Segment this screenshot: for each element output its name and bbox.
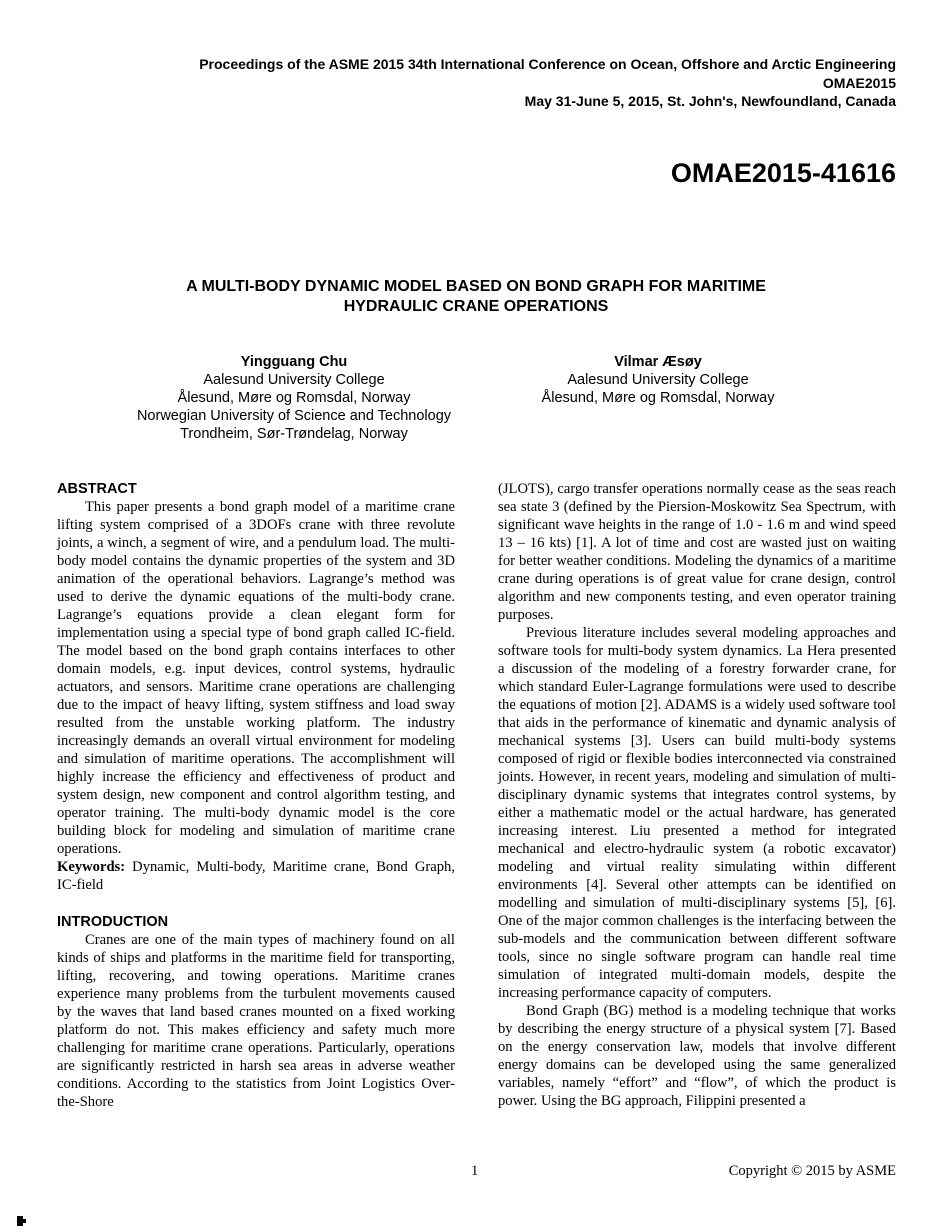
paper-number: OMAE2015-41616 — [670, 158, 896, 188]
introduction-paragraph: Bond Graph (BG) method is a modeling technique that works by describing the energy structure of a physical system [7]. Based on the energy conservation law, models that involve different energy domains can be developed using the same generalized variables, namely “effort” and “flow”, of which the product is power. Using the BG approach, Filippini presented a — [498, 1003, 896, 1109]
conference-header — [56, 55, 896, 111]
right-column — [498, 480, 896, 1110]
author-name: Yingguang Chu — [240, 354, 348, 370]
abstract-text: This paper presents a bond graph model of a maritime crane lifting system comprised of a 3DOFs crane with three revolute joints, a winch, a segment of wire, and a pendulum load. The multi-body model contains the dynamic properties of the system and 3D animation of the operational behaviors. Lagrange’s method was used to derive the dynamic equations of the multi-body crane. Lagrange’s equations provide a clean elegant form for implementation using a special type of bond graph called IC-field. The model based on the bond graph contains interfaces to other domain models, e.g. input devices, control systems, hydraulic actuators, and sensors. Maritime crane operations are challenging due to the impact of heavy lifting, system stiffness and load sway resulted from the unstable working platform. The industry increasingly demands an overall virtual environment for modeling and simulation of maritime operations. The accomplishment will highly increase the efficiency and effectiveness of product and system design, new component and control algorithm testing, and operator training. The multi-body dynamic model is the core building block for modeling and simulation of maritime crane operations. — [57, 499, 455, 857]
author-affiliation: Aalesund University College — [567, 372, 749, 388]
corner-mark-icon — [17, 1216, 26, 1226]
author-affiliation: Ålesund, Møre og Romsdal, Norway — [541, 390, 775, 406]
copyright-notice: Copyright © 2015 by ASME — [728, 1163, 896, 1179]
introduction-paragraph-continued: (JLOTS), cargo transfer operations normally cease as the seas reach sea state 3 (defined by the Piersion-Moskowitz Sea Spectrum, with significant wave heights in the range of 1.0 - 1.6 m and wind speed 13 – 16 kts) [1]. A lot of time and cost are wasted just on waiting for better weather conditions. Modeling the dynamics of a maritime crane during operations is of great value for crane design, control algorithm and new components testing, and even operator training purposes. — [498, 481, 896, 623]
author-affiliation: Trondheim, Sør-Trøndelag, Norway — [180, 426, 408, 442]
title-line-2: HYDRAULIC CRANE OPERATIONS — [343, 298, 609, 315]
author-affiliation: Norwegian University of Science and Technology — [136, 408, 452, 424]
keywords — [57, 858, 455, 894]
author-name: Vilmar Æsøy — [614, 354, 702, 370]
conference-dates-location: May 31-June 5, 2015, St. John's, Newfoundland, Canada — [524, 93, 896, 109]
introduction-paragraph: Previous literature includes several modeling approaches and software tools for multi-body system dynamics. La Hera presented a discussion of the modeling of a forestry forwarder crane, for which standard Euler-Lagrange formulations were used to describe the equations of motion [2]. ADAMS is a widely used software tool that aids in the performance of kinematic and dynamic analysis of mechanical systems [3]. Users can build multi-body systems composed of rigid or flexible bodies interconnected via constrained joints. However, in recent years, modeling and simulation of multi-disciplinary dynamic systems that integrates control systems, by either a mathematic model or the actual hardware, has generated increasing interest. Liu presented a method for integrated mechanical and electro-hydraulic system (a robotic excavator) modeling and virtual reality simulating within different environments [4]. Several other attempts can be identified on modelling and simulation of multi-disciplinary systems [5], [6]. One of the major common challenges is the interfacing between the sub-models and the communication between different software tools, since no single software program can handle real time simulation of integrated multi-domain models, despite the increasing performance capacity of computers. — [498, 625, 896, 1001]
introduction-paragraph: Cranes are one of the main types of machinery found on all kinds of ships and platforms in the maritime field for transporting, lifting, recovering, and towing operations. Maritime cranes experience many problems from the turbulent movements caused by the waves that land based cranes mounted on a fixed working platform do not. This makes efficiency and safety much more challenging for maritime crane operations. Particularly, operations are significantly restricted in harsh sea areas in adverse weather conditions. According to the statistics from Joint Logistics Over-the-Shore — [57, 932, 455, 1110]
conference-name: Proceedings of the ASME 2015 34th International Conference on Ocean, Offshore and Arctic Engineering — [199, 56, 896, 72]
keywords-text: Dynamic, Multi-body, Maritime crane, Bond Graph, IC-field — [57, 859, 455, 893]
page-number: 1 — [471, 1163, 479, 1179]
title-line-1: A MULTI-BODY DYNAMIC MODEL BASED ON BOND GRAPH FOR MARITIME — [186, 278, 766, 295]
keywords-label: Keywords: — [57, 859, 126, 875]
abstract-heading: ABSTRACT — [57, 481, 137, 497]
author-block-1 — [100, 353, 488, 443]
paper-title — [100, 277, 852, 317]
left-column — [57, 480, 455, 1111]
author-affiliation: Aalesund University College — [203, 372, 385, 388]
author-block-2 — [500, 353, 816, 407]
author-affiliation: Ålesund, Møre og Romsdal, Norway — [177, 390, 411, 406]
introduction-heading: INTRODUCTION — [57, 914, 169, 930]
conference-acronym: OMAE2015 — [822, 74, 896, 91]
